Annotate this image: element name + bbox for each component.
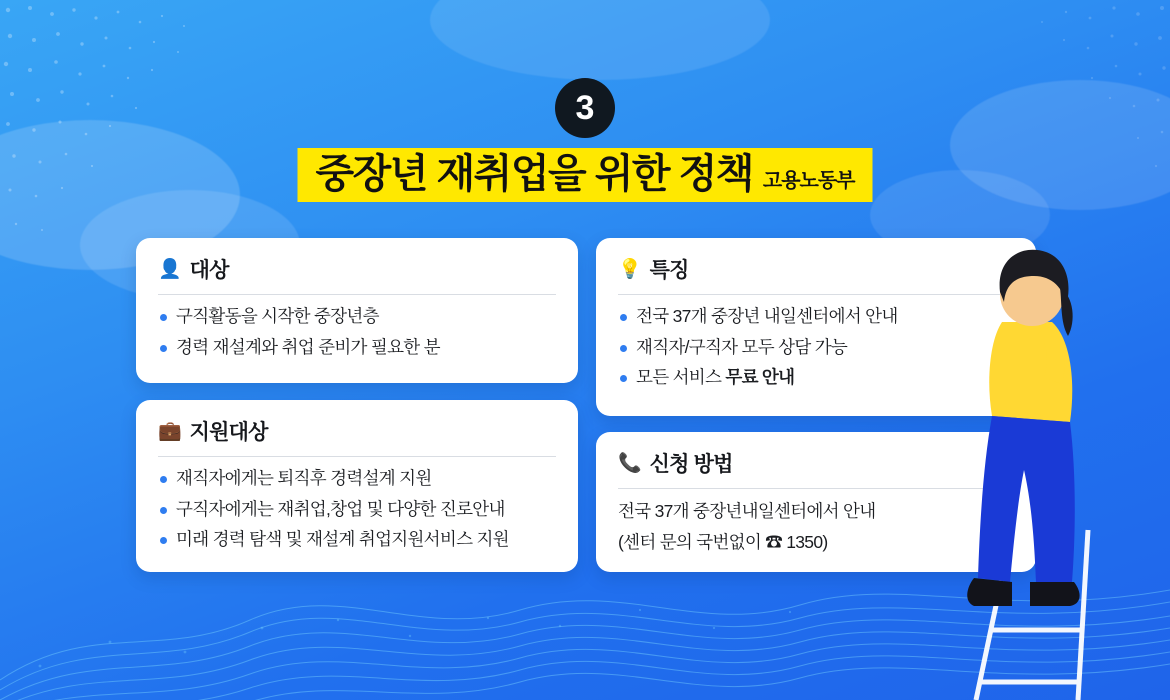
card-target: [136, 238, 578, 383]
apply-line: (센터 문의 국번없이 ☎ 1350): [618, 531, 828, 552]
card-support-header: [158, 416, 556, 457]
dot-pattern-right: [910, 0, 1170, 200]
list-item: 구직활동을 시작한 중장년층: [158, 305, 556, 329]
briefcase-icon: 💼: [158, 420, 182, 442]
list-item: 미래 경력 탐색 및 재설계 취업지원서비스 지원: [158, 528, 556, 552]
card-target-title: 대상: [189, 259, 229, 282]
list-item: 재직자/구직자 모두 상담 가능: [618, 336, 1014, 360]
woman-climbing-ladder-illustration: [960, 230, 1170, 700]
card-apply-header: [618, 448, 1014, 489]
card-feature-header: [618, 254, 1014, 295]
card-apply-title: 신청 방법: [649, 453, 733, 476]
card-target-list: [158, 305, 556, 359]
list-item: 경력 재설계와 취업 준비가 필요한 분: [158, 336, 556, 360]
person-icon: 👤: [158, 258, 182, 280]
list-item: 구직자에게는 재취업,창업 및 다양한 진로안내: [158, 498, 556, 522]
card-feature-title: 특징: [649, 259, 689, 282]
page-title: 중장년 재취업을 위한 정책: [315, 152, 753, 196]
telephone-icon: 📞: [618, 452, 642, 474]
card-support-list: [158, 467, 556, 552]
dot-pattern-left: [0, 0, 230, 260]
card-support-title: 지원대상: [189, 421, 268, 444]
card-feature-list: [618, 305, 1014, 390]
cloud-decoration: [430, 0, 770, 80]
list-item: 재직자에게는 퇴직후 경력설계 지원: [158, 467, 556, 491]
card-apply-body: [618, 499, 1014, 554]
card-target-header: [158, 254, 556, 295]
card-support: [136, 400, 578, 572]
apply-line: 전국 37개 중장년내일센터에서 안내: [618, 501, 876, 521]
poster-title-banner: [298, 148, 873, 202]
step-number-badge: 3: [555, 78, 615, 138]
lightbulb-icon: 💡: [618, 258, 642, 280]
list-item: 모든 서비스 무료 안내: [618, 366, 1014, 390]
list-item: 전국 37개 중장년 내일센터에서 안내: [618, 305, 1014, 329]
agency-label: 고용노동부: [762, 170, 855, 192]
